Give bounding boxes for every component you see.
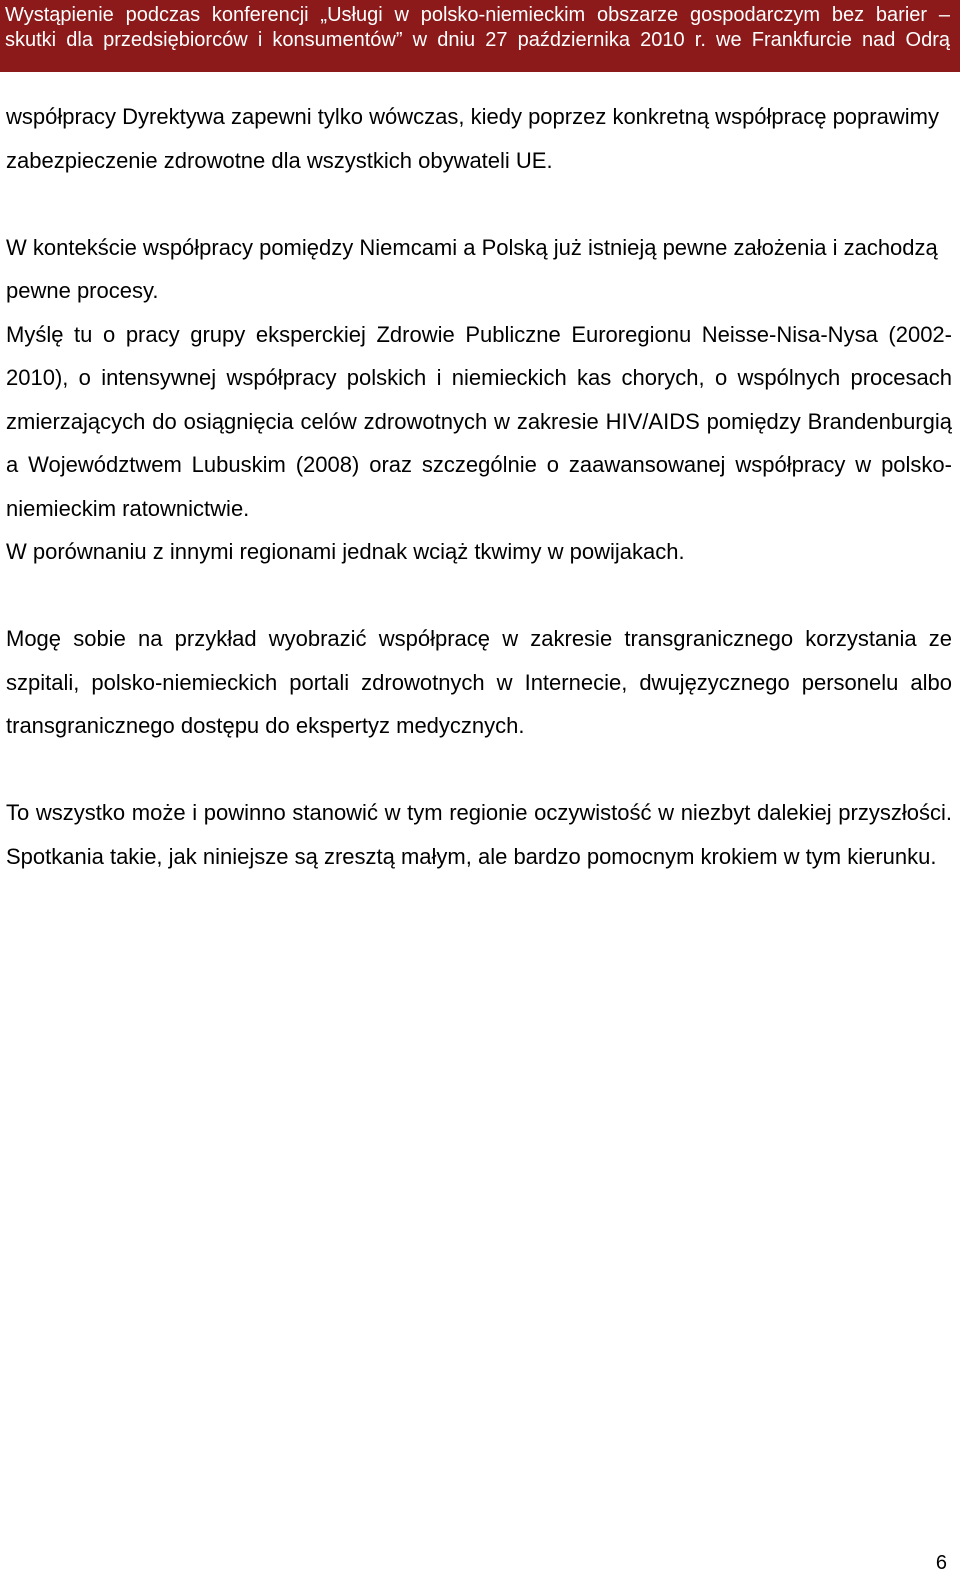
document-body xyxy=(6,95,952,878)
paragraph-6: To wszystko może i powinno stanowić w tym regionie oczywistość w niezbyt dalekiej przyszłości. Spotkania takie, jak niniejsze są zresztą małym, ale bardzo pomocnym krokiem w tym kierunku. xyxy=(6,800,952,869)
header-title-line-2: skutki dla przedsiębiorców i konsumentów” w dniu 27 października 2010 r. we Frankfurcie nad Odrą xyxy=(5,29,950,51)
header-title-line-1: Wystąpienie podczas konferencji „Usługi w polsko-niemieckim obszarze gospodarczym bez barier – xyxy=(5,4,950,26)
paragraph-spacer xyxy=(6,748,952,792)
paragraph-4: W porównaniu z innymi regionami jednak wciąż tkwimy w powijakach. xyxy=(6,539,685,564)
paragraph-2: W kontekście współpracy pomiędzy Niemcami a Polską już istnieją pewne założenia i zachodzą pewne procesy. xyxy=(6,234,938,303)
page-header xyxy=(0,0,960,72)
paragraph-1: współpracy Dyrektywa zapewni tylko wówczas, kiedy poprzez konkretną współpracę poprawimy zabezpieczenie zdrowotne dla wszystkich obywateli UE. xyxy=(6,104,939,173)
paragraph-5: Mogę sobie na przykład wyobrazić współpracę w zakresie transgranicznego korzystania ze szpitali, polsko-niemieckich portali zdrowotnych w Internecie, dwujęzycznego personelu albo transgranicznego dostępu do ekspertyz medycznych. xyxy=(6,626,952,738)
paragraph-spacer xyxy=(6,574,952,618)
page-number: 6 xyxy=(935,1552,947,1574)
paragraph-spacer xyxy=(6,182,952,226)
paragraph-3: Myślę tu o pracy grupy eksperckiej Zdrowie Publiczne Euroregionu Neisse-Nisa-Nysa (2002-2010), o intensywnej współpracy polskich i niemieckich kas chorych, o wspólnych procesach zmierzających do osiągnięcia celów zdrowotnych w zakresie HIV/AIDS pomiędzy Brandenburgią a Województwem Lubuskim (2008) oraz szczególnie o zaawansowanej współpracy w polsko-niemieckim ratownictwie. xyxy=(6,321,952,521)
